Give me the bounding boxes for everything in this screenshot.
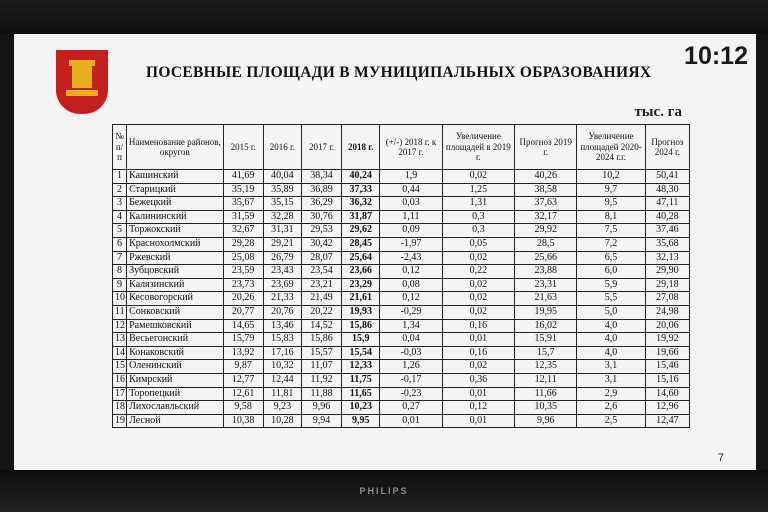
table-row bbox=[113, 237, 690, 251]
value-cell: 24,98 bbox=[645, 305, 689, 319]
column-header: 2015 г. bbox=[223, 125, 263, 170]
value-cell: 35,15 bbox=[263, 197, 301, 211]
district-name-cell: Весьегонский bbox=[127, 333, 224, 347]
value-cell: 11,65 bbox=[342, 387, 380, 401]
value-cell: 35,68 bbox=[645, 237, 689, 251]
district-name-cell: Рамешковский bbox=[127, 319, 224, 333]
value-cell: 9,5 bbox=[577, 197, 645, 211]
table-row bbox=[113, 373, 690, 387]
value-cell: 40,04 bbox=[263, 170, 301, 184]
value-cell: 0,22 bbox=[442, 265, 514, 279]
value-cell: 38,34 bbox=[301, 170, 341, 184]
value-cell: 37,33 bbox=[342, 183, 380, 197]
column-header: (+/-) 2018 г. к 2017 г. bbox=[380, 125, 442, 170]
value-cell: 11,07 bbox=[301, 360, 341, 374]
row-number-cell: 6 bbox=[113, 237, 127, 251]
value-cell: 20,76 bbox=[263, 305, 301, 319]
district-name-cell: Сонковский bbox=[127, 305, 224, 319]
district-name-cell: Краснохолмский bbox=[127, 237, 224, 251]
value-cell: 29,62 bbox=[342, 224, 380, 238]
value-cell: 0,3 bbox=[442, 224, 514, 238]
value-cell: 25,66 bbox=[515, 251, 577, 265]
value-cell: 1,25 bbox=[442, 183, 514, 197]
value-cell: 23,29 bbox=[342, 278, 380, 292]
table-row bbox=[113, 210, 690, 224]
value-cell: 0,12 bbox=[380, 265, 442, 279]
district-name-cell: Торопецкий bbox=[127, 387, 224, 401]
value-cell: 6,0 bbox=[577, 265, 645, 279]
value-cell: 6,5 bbox=[577, 251, 645, 265]
value-cell: 36,32 bbox=[342, 197, 380, 211]
value-cell: 1,11 bbox=[380, 210, 442, 224]
value-cell: 0,03 bbox=[380, 197, 442, 211]
column-header: Наименование районов, округов bbox=[127, 125, 224, 170]
value-cell: 0,02 bbox=[442, 278, 514, 292]
value-cell: 9,87 bbox=[223, 360, 263, 374]
value-cell: 0,05 bbox=[442, 237, 514, 251]
row-number-cell: 7 bbox=[113, 251, 127, 265]
value-cell: 29,18 bbox=[645, 278, 689, 292]
value-cell: 1,26 bbox=[380, 360, 442, 374]
value-cell: 35,19 bbox=[223, 183, 263, 197]
value-cell: 23,43 bbox=[263, 265, 301, 279]
value-cell: 0,01 bbox=[442, 414, 514, 428]
slide-title: ПОСЕВНЫЕ ПЛОЩАДИ В МУНИЦИПАЛЬНЫХ ОБРАЗОВАНИЯХ bbox=[146, 64, 652, 81]
value-cell: 5,9 bbox=[577, 278, 645, 292]
value-cell: 29,92 bbox=[515, 224, 577, 238]
row-number-cell: 2 bbox=[113, 183, 127, 197]
value-cell: 38,58 bbox=[515, 183, 577, 197]
district-name-cell: Конаковский bbox=[127, 346, 224, 360]
monitor-bezel-top bbox=[0, 0, 768, 34]
value-cell: 23,73 bbox=[223, 278, 263, 292]
district-name-cell: Калининский bbox=[127, 210, 224, 224]
value-cell: 19,66 bbox=[645, 346, 689, 360]
value-cell: 12,44 bbox=[263, 373, 301, 387]
sown-area-table bbox=[112, 124, 690, 428]
value-cell: 0,01 bbox=[442, 333, 514, 347]
clock-overlay: 10:12 bbox=[684, 42, 748, 70]
value-cell: 37,63 bbox=[515, 197, 577, 211]
value-cell: 9,94 bbox=[301, 414, 341, 428]
table-row bbox=[113, 360, 690, 374]
value-cell: 19,92 bbox=[645, 333, 689, 347]
value-cell: 0,16 bbox=[442, 319, 514, 333]
value-cell: 25,08 bbox=[223, 251, 263, 265]
table-row bbox=[113, 305, 690, 319]
monitor-brand-logo: PHILIPS bbox=[359, 486, 409, 496]
value-cell: 4,0 bbox=[577, 319, 645, 333]
value-cell: 21,49 bbox=[301, 292, 341, 306]
value-cell: 27,08 bbox=[645, 292, 689, 306]
value-cell: 10,2 bbox=[577, 170, 645, 184]
coat-of-arms-icon bbox=[56, 50, 108, 114]
value-cell: 15,91 bbox=[515, 333, 577, 347]
value-cell: 17,16 bbox=[263, 346, 301, 360]
value-cell: 40,26 bbox=[515, 170, 577, 184]
value-cell: 21,33 bbox=[263, 292, 301, 306]
value-cell: 30,76 bbox=[301, 210, 341, 224]
value-cell: 11,66 bbox=[515, 387, 577, 401]
value-cell: 0,02 bbox=[442, 292, 514, 306]
value-cell: 25,64 bbox=[342, 251, 380, 265]
row-number-cell: 11 bbox=[113, 305, 127, 319]
value-cell: 10,38 bbox=[223, 414, 263, 428]
value-cell: 31,31 bbox=[263, 224, 301, 238]
value-cell: 10,32 bbox=[263, 360, 301, 374]
value-cell: 15,86 bbox=[301, 333, 341, 347]
district-name-cell: Калязинский bbox=[127, 278, 224, 292]
value-cell: 23,21 bbox=[301, 278, 341, 292]
value-cell: 9,7 bbox=[577, 183, 645, 197]
value-cell: 0,27 bbox=[380, 401, 442, 415]
value-cell: 23,59 bbox=[223, 265, 263, 279]
value-cell: 31,87 bbox=[342, 210, 380, 224]
value-cell: 12,77 bbox=[223, 373, 263, 387]
value-cell: 35,89 bbox=[263, 183, 301, 197]
value-cell: 4,0 bbox=[577, 346, 645, 360]
row-number-cell: 12 bbox=[113, 319, 127, 333]
table-row bbox=[113, 346, 690, 360]
value-cell: 40,24 bbox=[342, 170, 380, 184]
value-cell: 3,1 bbox=[577, 373, 645, 387]
value-cell: 28,07 bbox=[301, 251, 341, 265]
value-cell: 0,09 bbox=[380, 224, 442, 238]
row-number-cell: 15 bbox=[113, 360, 127, 374]
value-cell: 12,33 bbox=[342, 360, 380, 374]
value-cell: 15,79 bbox=[223, 333, 263, 347]
value-cell: 20,77 bbox=[223, 305, 263, 319]
value-cell: 32,13 bbox=[645, 251, 689, 265]
table-row bbox=[113, 170, 690, 184]
district-name-cell: Бежецкий bbox=[127, 197, 224, 211]
table-row bbox=[113, 278, 690, 292]
column-header: Увеличение площадей 2020-2024 г.г. bbox=[577, 125, 645, 170]
value-cell: 10,28 bbox=[263, 414, 301, 428]
value-cell: 0,04 bbox=[380, 333, 442, 347]
unit-label: тыс. га bbox=[634, 104, 682, 120]
value-cell: 29,90 bbox=[645, 265, 689, 279]
column-header: 2018 г. bbox=[342, 125, 380, 170]
value-cell: 15,86 bbox=[342, 319, 380, 333]
value-cell: 0,36 bbox=[442, 373, 514, 387]
row-number-cell: 16 bbox=[113, 373, 127, 387]
row-number-cell: 1 bbox=[113, 170, 127, 184]
value-cell: 13,46 bbox=[263, 319, 301, 333]
value-cell: 0,16 bbox=[442, 346, 514, 360]
column-header: Прогноз 2019 г. bbox=[515, 125, 577, 170]
district-name-cell: Старицкий bbox=[127, 183, 224, 197]
value-cell: 14,60 bbox=[645, 387, 689, 401]
value-cell: 9,96 bbox=[301, 401, 341, 415]
value-cell: 9,95 bbox=[342, 414, 380, 428]
value-cell: 48,30 bbox=[645, 183, 689, 197]
table-header-row bbox=[113, 125, 690, 170]
value-cell: 23,31 bbox=[515, 278, 577, 292]
row-number-cell: 18 bbox=[113, 401, 127, 415]
district-name-cell: Лесной bbox=[127, 414, 224, 428]
value-cell: 15,9 bbox=[342, 333, 380, 347]
table-row bbox=[113, 319, 690, 333]
table-body bbox=[113, 170, 690, 428]
value-cell: 15,46 bbox=[645, 360, 689, 374]
value-cell: 12,47 bbox=[645, 414, 689, 428]
value-cell: 0,01 bbox=[442, 387, 514, 401]
district-name-cell: Зубцовский bbox=[127, 265, 224, 279]
value-cell: 20,22 bbox=[301, 305, 341, 319]
row-number-cell: 10 bbox=[113, 292, 127, 306]
table-row bbox=[113, 251, 690, 265]
value-cell: 23,66 bbox=[342, 265, 380, 279]
value-cell: 14,52 bbox=[301, 319, 341, 333]
value-cell: 20,26 bbox=[223, 292, 263, 306]
value-cell: 15,16 bbox=[645, 373, 689, 387]
value-cell: 3,1 bbox=[577, 360, 645, 374]
table-row bbox=[113, 401, 690, 415]
table-row bbox=[113, 292, 690, 306]
table-row bbox=[113, 197, 690, 211]
value-cell: 0,02 bbox=[442, 251, 514, 265]
value-cell: 29,28 bbox=[223, 237, 263, 251]
value-cell: 14,65 bbox=[223, 319, 263, 333]
value-cell: 35,67 bbox=[223, 197, 263, 211]
value-cell: 5,5 bbox=[577, 292, 645, 306]
value-cell: 23,88 bbox=[515, 265, 577, 279]
value-cell: 28,5 bbox=[515, 237, 577, 251]
table-row bbox=[113, 414, 690, 428]
value-cell: 12,96 bbox=[645, 401, 689, 415]
value-cell: 0,08 bbox=[380, 278, 442, 292]
table-row bbox=[113, 224, 690, 238]
value-cell: 19,95 bbox=[515, 305, 577, 319]
value-cell: 26,79 bbox=[263, 251, 301, 265]
row-number-cell: 8 bbox=[113, 265, 127, 279]
value-cell: 1,9 bbox=[380, 170, 442, 184]
value-cell: 12,35 bbox=[515, 360, 577, 374]
value-cell: 37,46 bbox=[645, 224, 689, 238]
row-number-cell: 19 bbox=[113, 414, 127, 428]
value-cell: 8,1 bbox=[577, 210, 645, 224]
district-name-cell: Торжокский bbox=[127, 224, 224, 238]
value-cell: 0,01 bbox=[380, 414, 442, 428]
table-row bbox=[113, 183, 690, 197]
value-cell: 0,02 bbox=[442, 170, 514, 184]
presentation-slide bbox=[14, 34, 756, 472]
row-number-cell: 14 bbox=[113, 346, 127, 360]
value-cell: 29,21 bbox=[263, 237, 301, 251]
value-cell: 15,7 bbox=[515, 346, 577, 360]
table-row bbox=[113, 387, 690, 401]
value-cell: 0,12 bbox=[442, 401, 514, 415]
value-cell: 36,89 bbox=[301, 183, 341, 197]
value-cell: -0,29 bbox=[380, 305, 442, 319]
value-cell: 15,57 bbox=[301, 346, 341, 360]
value-cell: -0,17 bbox=[380, 373, 442, 387]
value-cell: 32,67 bbox=[223, 224, 263, 238]
value-cell: 0,44 bbox=[380, 183, 442, 197]
value-cell: -2,43 bbox=[380, 251, 442, 265]
value-cell: 32,28 bbox=[263, 210, 301, 224]
row-number-cell: 3 bbox=[113, 197, 127, 211]
row-number-cell: 5 bbox=[113, 224, 127, 238]
value-cell: 7,2 bbox=[577, 237, 645, 251]
district-name-cell: Кашинский bbox=[127, 170, 224, 184]
value-cell: -0,23 bbox=[380, 387, 442, 401]
row-number-cell: 4 bbox=[113, 210, 127, 224]
value-cell: 20,06 bbox=[645, 319, 689, 333]
value-cell: 9,58 bbox=[223, 401, 263, 415]
column-header: Прогноз 2024 г. bbox=[645, 125, 689, 170]
value-cell: 21,61 bbox=[342, 292, 380, 306]
column-header: Увеличение площадей в 2019 г. bbox=[442, 125, 514, 170]
district-name-cell: Кесовогорский bbox=[127, 292, 224, 306]
value-cell: 11,81 bbox=[263, 387, 301, 401]
district-name-cell: Оленинский bbox=[127, 360, 224, 374]
value-cell: 10,35 bbox=[515, 401, 577, 415]
value-cell: 11,88 bbox=[301, 387, 341, 401]
value-cell: 16,02 bbox=[515, 319, 577, 333]
value-cell: 31,59 bbox=[223, 210, 263, 224]
row-number-cell: 9 bbox=[113, 278, 127, 292]
value-cell: 21,63 bbox=[515, 292, 577, 306]
value-cell: 41,69 bbox=[223, 170, 263, 184]
row-number-cell: 17 bbox=[113, 387, 127, 401]
value-cell: 9,96 bbox=[515, 414, 577, 428]
value-cell: 29,53 bbox=[301, 224, 341, 238]
value-cell: 47,11 bbox=[645, 197, 689, 211]
value-cell: 23,69 bbox=[263, 278, 301, 292]
value-cell: 23,54 bbox=[301, 265, 341, 279]
value-cell: 28,45 bbox=[342, 237, 380, 251]
value-cell: 0,02 bbox=[442, 360, 514, 374]
value-cell: 13,92 bbox=[223, 346, 263, 360]
table-row bbox=[113, 265, 690, 279]
value-cell: 11,92 bbox=[301, 373, 341, 387]
value-cell: 5,0 bbox=[577, 305, 645, 319]
value-cell: 12,61 bbox=[223, 387, 263, 401]
value-cell: -1,97 bbox=[380, 237, 442, 251]
column-header: 2016 г. bbox=[263, 125, 301, 170]
value-cell: 19,93 bbox=[342, 305, 380, 319]
row-number-cell: 13 bbox=[113, 333, 127, 347]
value-cell: 40,28 bbox=[645, 210, 689, 224]
value-cell: 12,11 bbox=[515, 373, 577, 387]
value-cell: 4,0 bbox=[577, 333, 645, 347]
district-name-cell: Кимрский bbox=[127, 373, 224, 387]
value-cell: 15,83 bbox=[263, 333, 301, 347]
page-number: 7 bbox=[717, 452, 724, 464]
value-cell: 7,5 bbox=[577, 224, 645, 238]
value-cell: 0,02 bbox=[442, 305, 514, 319]
column-header: № п/п bbox=[113, 125, 127, 170]
value-cell: 9,23 bbox=[263, 401, 301, 415]
value-cell: 30,42 bbox=[301, 237, 341, 251]
value-cell: 11,75 bbox=[342, 373, 380, 387]
value-cell: 15,54 bbox=[342, 346, 380, 360]
value-cell: 10,23 bbox=[342, 401, 380, 415]
value-cell: 32,17 bbox=[515, 210, 577, 224]
column-header: 2017 г. bbox=[301, 125, 341, 170]
value-cell: 50,41 bbox=[645, 170, 689, 184]
district-name-cell: Лихославльский bbox=[127, 401, 224, 415]
value-cell: 1,34 bbox=[380, 319, 442, 333]
value-cell: 2,6 bbox=[577, 401, 645, 415]
table-row bbox=[113, 333, 690, 347]
value-cell: 1,31 bbox=[442, 197, 514, 211]
value-cell: 2,9 bbox=[577, 387, 645, 401]
value-cell: -0,03 bbox=[380, 346, 442, 360]
value-cell: 2,5 bbox=[577, 414, 645, 428]
value-cell: 0,3 bbox=[442, 210, 514, 224]
district-name-cell: Ржевский bbox=[127, 251, 224, 265]
value-cell: 36,29 bbox=[301, 197, 341, 211]
value-cell: 0,12 bbox=[380, 292, 442, 306]
